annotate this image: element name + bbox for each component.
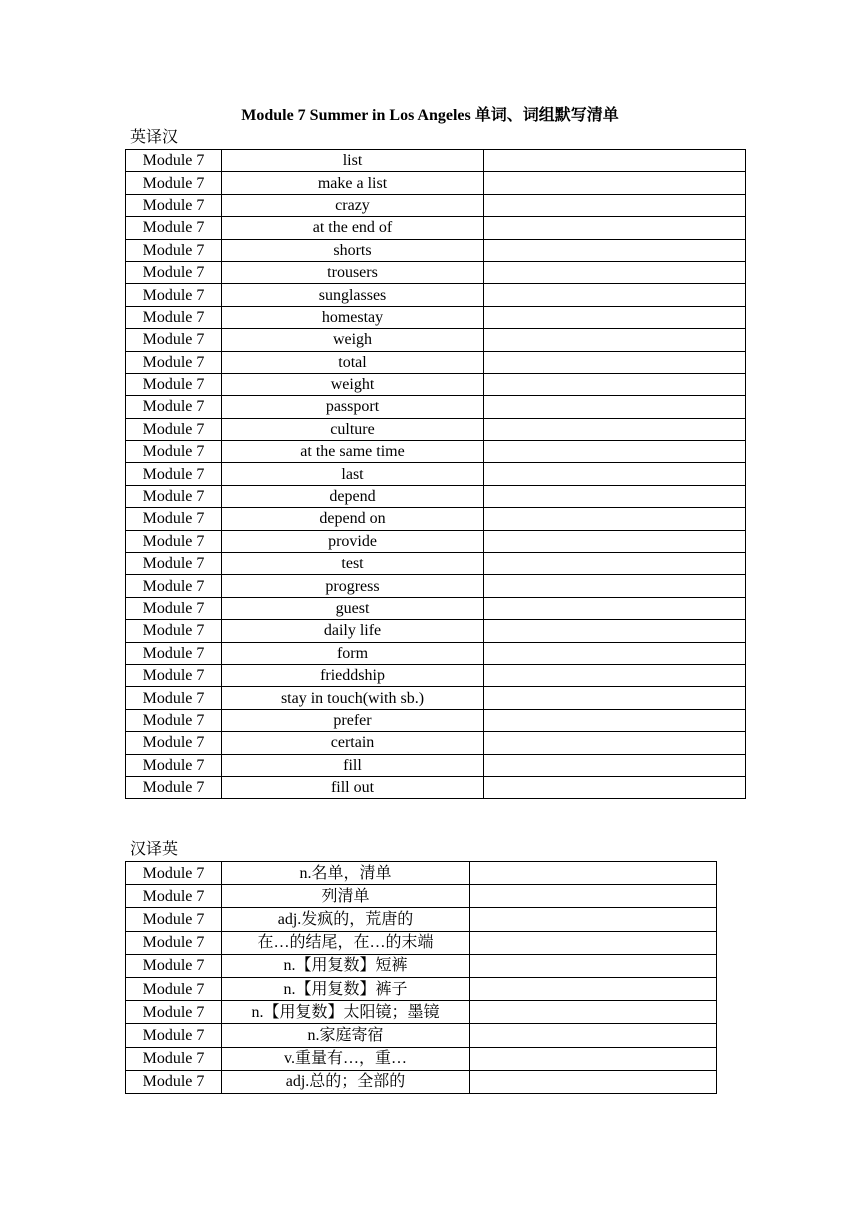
- table-row: [126, 687, 746, 709]
- answer-cell[interactable]: [484, 172, 746, 194]
- answer-cell[interactable]: [484, 306, 746, 328]
- term-cell: last: [222, 463, 484, 485]
- term-cell: weigh: [222, 329, 484, 351]
- answer-cell[interactable]: [484, 217, 746, 239]
- answer-cell[interactable]: [484, 575, 746, 597]
- table-row: [126, 485, 746, 507]
- module-cell: Module 7: [126, 553, 222, 575]
- answer-cell[interactable]: [470, 931, 717, 954]
- table-row: [126, 664, 746, 686]
- term-cell: form: [222, 642, 484, 664]
- term-cell: daily life: [222, 620, 484, 642]
- term-cell: guest: [222, 597, 484, 619]
- answer-cell[interactable]: [484, 396, 746, 418]
- term-cell: fill: [222, 754, 484, 776]
- table-row: [126, 441, 746, 463]
- term-cell: weight: [222, 373, 484, 395]
- answer-cell[interactable]: [484, 194, 746, 216]
- table-row: [126, 329, 746, 351]
- module-cell: Module 7: [126, 530, 222, 552]
- answer-cell[interactable]: [470, 1024, 717, 1047]
- module-cell: Module 7: [126, 1001, 222, 1024]
- answer-cell[interactable]: [484, 754, 746, 776]
- answer-cell[interactable]: [484, 441, 746, 463]
- term-cell: n.家庭寄宿: [222, 1024, 470, 1047]
- table-row: [126, 172, 746, 194]
- module-cell: Module 7: [126, 217, 222, 239]
- answer-cell[interactable]: [484, 776, 746, 798]
- module-cell: Module 7: [126, 664, 222, 686]
- answer-cell[interactable]: [484, 620, 746, 642]
- answer-cell[interactable]: [484, 329, 746, 351]
- term-cell: progress: [222, 575, 484, 597]
- table-row: [126, 150, 746, 172]
- table-row: [126, 239, 746, 261]
- page-title: Module 7 Summer in Los Angeles 单词、词组默写清单: [241, 107, 619, 124]
- term-cell: n.【用复数】裤子: [222, 977, 470, 1000]
- table-row: [126, 862, 717, 885]
- term-cell: culture: [222, 418, 484, 440]
- answer-cell[interactable]: [484, 687, 746, 709]
- answer-cell[interactable]: [484, 351, 746, 373]
- term-cell: 列清单: [222, 885, 470, 908]
- term-cell: depend: [222, 485, 484, 507]
- term-cell: trousers: [222, 261, 484, 283]
- module-cell: Module 7: [126, 418, 222, 440]
- answer-cell[interactable]: [484, 150, 746, 172]
- term-cell: n.【用复数】短裤: [222, 954, 470, 977]
- table-row: [126, 1070, 717, 1093]
- table-row: [126, 194, 746, 216]
- module-cell: Module 7: [126, 463, 222, 485]
- term-cell: certain: [222, 732, 484, 754]
- answer-cell[interactable]: [470, 977, 717, 1000]
- term-cell: homestay: [222, 306, 484, 328]
- term-cell: adj.总的；全部的: [222, 1070, 470, 1093]
- section-label-zh-to-en: 汉译英: [130, 841, 179, 858]
- table-row: [126, 754, 746, 776]
- table-row: [126, 418, 746, 440]
- answer-cell[interactable]: [484, 597, 746, 619]
- answer-cell[interactable]: [470, 1001, 717, 1024]
- term-cell: n.【用复数】太阳镜；墨镜: [222, 1001, 470, 1024]
- table-row: [126, 530, 746, 552]
- answer-cell[interactable]: [484, 732, 746, 754]
- term-cell: at the same time: [222, 441, 484, 463]
- term-cell: test: [222, 553, 484, 575]
- table-row: [126, 977, 717, 1000]
- answer-cell[interactable]: [484, 463, 746, 485]
- term-cell: make a list: [222, 172, 484, 194]
- table-row: [126, 1024, 717, 1047]
- module-cell: Module 7: [126, 485, 222, 507]
- table-row: [126, 508, 746, 530]
- answer-cell[interactable]: [470, 1070, 717, 1093]
- answer-cell[interactable]: [484, 373, 746, 395]
- term-cell: total: [222, 351, 484, 373]
- module-cell: Module 7: [126, 351, 222, 373]
- table-row: [126, 597, 746, 619]
- table-row: [126, 908, 717, 931]
- answer-cell[interactable]: [484, 418, 746, 440]
- term-cell: sunglasses: [222, 284, 484, 306]
- module-cell: Module 7: [126, 172, 222, 194]
- table-row: [126, 553, 746, 575]
- table-row: [126, 396, 746, 418]
- answer-cell[interactable]: [484, 709, 746, 731]
- answer-cell[interactable]: [484, 284, 746, 306]
- term-cell: adj.发疯的，荒唐的: [222, 908, 470, 931]
- module-cell: Module 7: [126, 373, 222, 395]
- answer-cell[interactable]: [470, 908, 717, 931]
- answer-cell[interactable]: [484, 553, 746, 575]
- module-cell: Module 7: [126, 732, 222, 754]
- module-cell: Module 7: [126, 329, 222, 351]
- table-row: [126, 1047, 717, 1070]
- module-cell: Module 7: [126, 239, 222, 261]
- table-row: [126, 642, 746, 664]
- table-row: [126, 620, 746, 642]
- term-cell: v.重量有…，重…: [222, 1047, 470, 1070]
- table-row: [126, 776, 746, 798]
- module-cell: Module 7: [126, 306, 222, 328]
- term-cell: frieddship: [222, 664, 484, 686]
- vocab-table-zh-to-en: [125, 861, 717, 1094]
- table-row: [126, 351, 746, 373]
- answer-cell[interactable]: [484, 642, 746, 664]
- table-row: [126, 931, 717, 954]
- term-cell: depend on: [222, 508, 484, 530]
- module-cell: Module 7: [126, 150, 222, 172]
- module-cell: Module 7: [126, 885, 222, 908]
- table-row: [126, 463, 746, 485]
- term-cell: n.名单，清单: [222, 862, 470, 885]
- module-cell: Module 7: [126, 575, 222, 597]
- module-cell: Module 7: [126, 908, 222, 931]
- module-cell: Module 7: [126, 642, 222, 664]
- table-row: [126, 954, 717, 977]
- term-cell: provide: [222, 530, 484, 552]
- module-cell: Module 7: [126, 862, 222, 885]
- table-row: [126, 217, 746, 239]
- answer-cell[interactable]: [484, 261, 746, 283]
- term-cell: at the end of: [222, 217, 484, 239]
- module-cell: Module 7: [126, 954, 222, 977]
- module-cell: Module 7: [126, 687, 222, 709]
- answer-cell[interactable]: [484, 485, 746, 507]
- answer-cell[interactable]: [470, 862, 717, 885]
- term-cell: fill out: [222, 776, 484, 798]
- term-cell: stay in touch(with sb.): [222, 687, 484, 709]
- table-row: [126, 1001, 717, 1024]
- vocab-table-en-to-zh: [125, 149, 746, 799]
- term-cell: shorts: [222, 239, 484, 261]
- module-cell: Module 7: [126, 1024, 222, 1047]
- answer-cell[interactable]: [484, 530, 746, 552]
- table-row: [126, 709, 746, 731]
- module-cell: Module 7: [126, 284, 222, 306]
- module-cell: Module 7: [126, 508, 222, 530]
- module-cell: Module 7: [126, 1070, 222, 1093]
- module-cell: Module 7: [126, 194, 222, 216]
- table-row: [126, 373, 746, 395]
- module-cell: Module 7: [126, 754, 222, 776]
- module-cell: Module 7: [126, 441, 222, 463]
- table-row: [126, 575, 746, 597]
- table-row: [126, 261, 746, 283]
- module-cell: Module 7: [126, 931, 222, 954]
- table-row: [126, 284, 746, 306]
- term-cell: prefer: [222, 709, 484, 731]
- module-cell: Module 7: [126, 597, 222, 619]
- table-row: [126, 306, 746, 328]
- term-cell: 在…的结尾，在…的末端: [222, 931, 470, 954]
- module-cell: Module 7: [126, 261, 222, 283]
- section-label-en-to-zh: 英译汉: [130, 129, 179, 146]
- module-cell: Module 7: [126, 776, 222, 798]
- module-cell: Module 7: [126, 1047, 222, 1070]
- term-cell: passport: [222, 396, 484, 418]
- answer-cell[interactable]: [484, 664, 746, 686]
- answer-cell[interactable]: [470, 1047, 717, 1070]
- answer-cell[interactable]: [470, 885, 717, 908]
- answer-cell[interactable]: [484, 239, 746, 261]
- table-row: [126, 885, 717, 908]
- answer-cell[interactable]: [470, 954, 717, 977]
- table-row: [126, 732, 746, 754]
- term-cell: crazy: [222, 194, 484, 216]
- module-cell: Module 7: [126, 620, 222, 642]
- answer-cell[interactable]: [484, 508, 746, 530]
- module-cell: Module 7: [126, 709, 222, 731]
- module-cell: Module 7: [126, 977, 222, 1000]
- term-cell: list: [222, 150, 484, 172]
- module-cell: Module 7: [126, 396, 222, 418]
